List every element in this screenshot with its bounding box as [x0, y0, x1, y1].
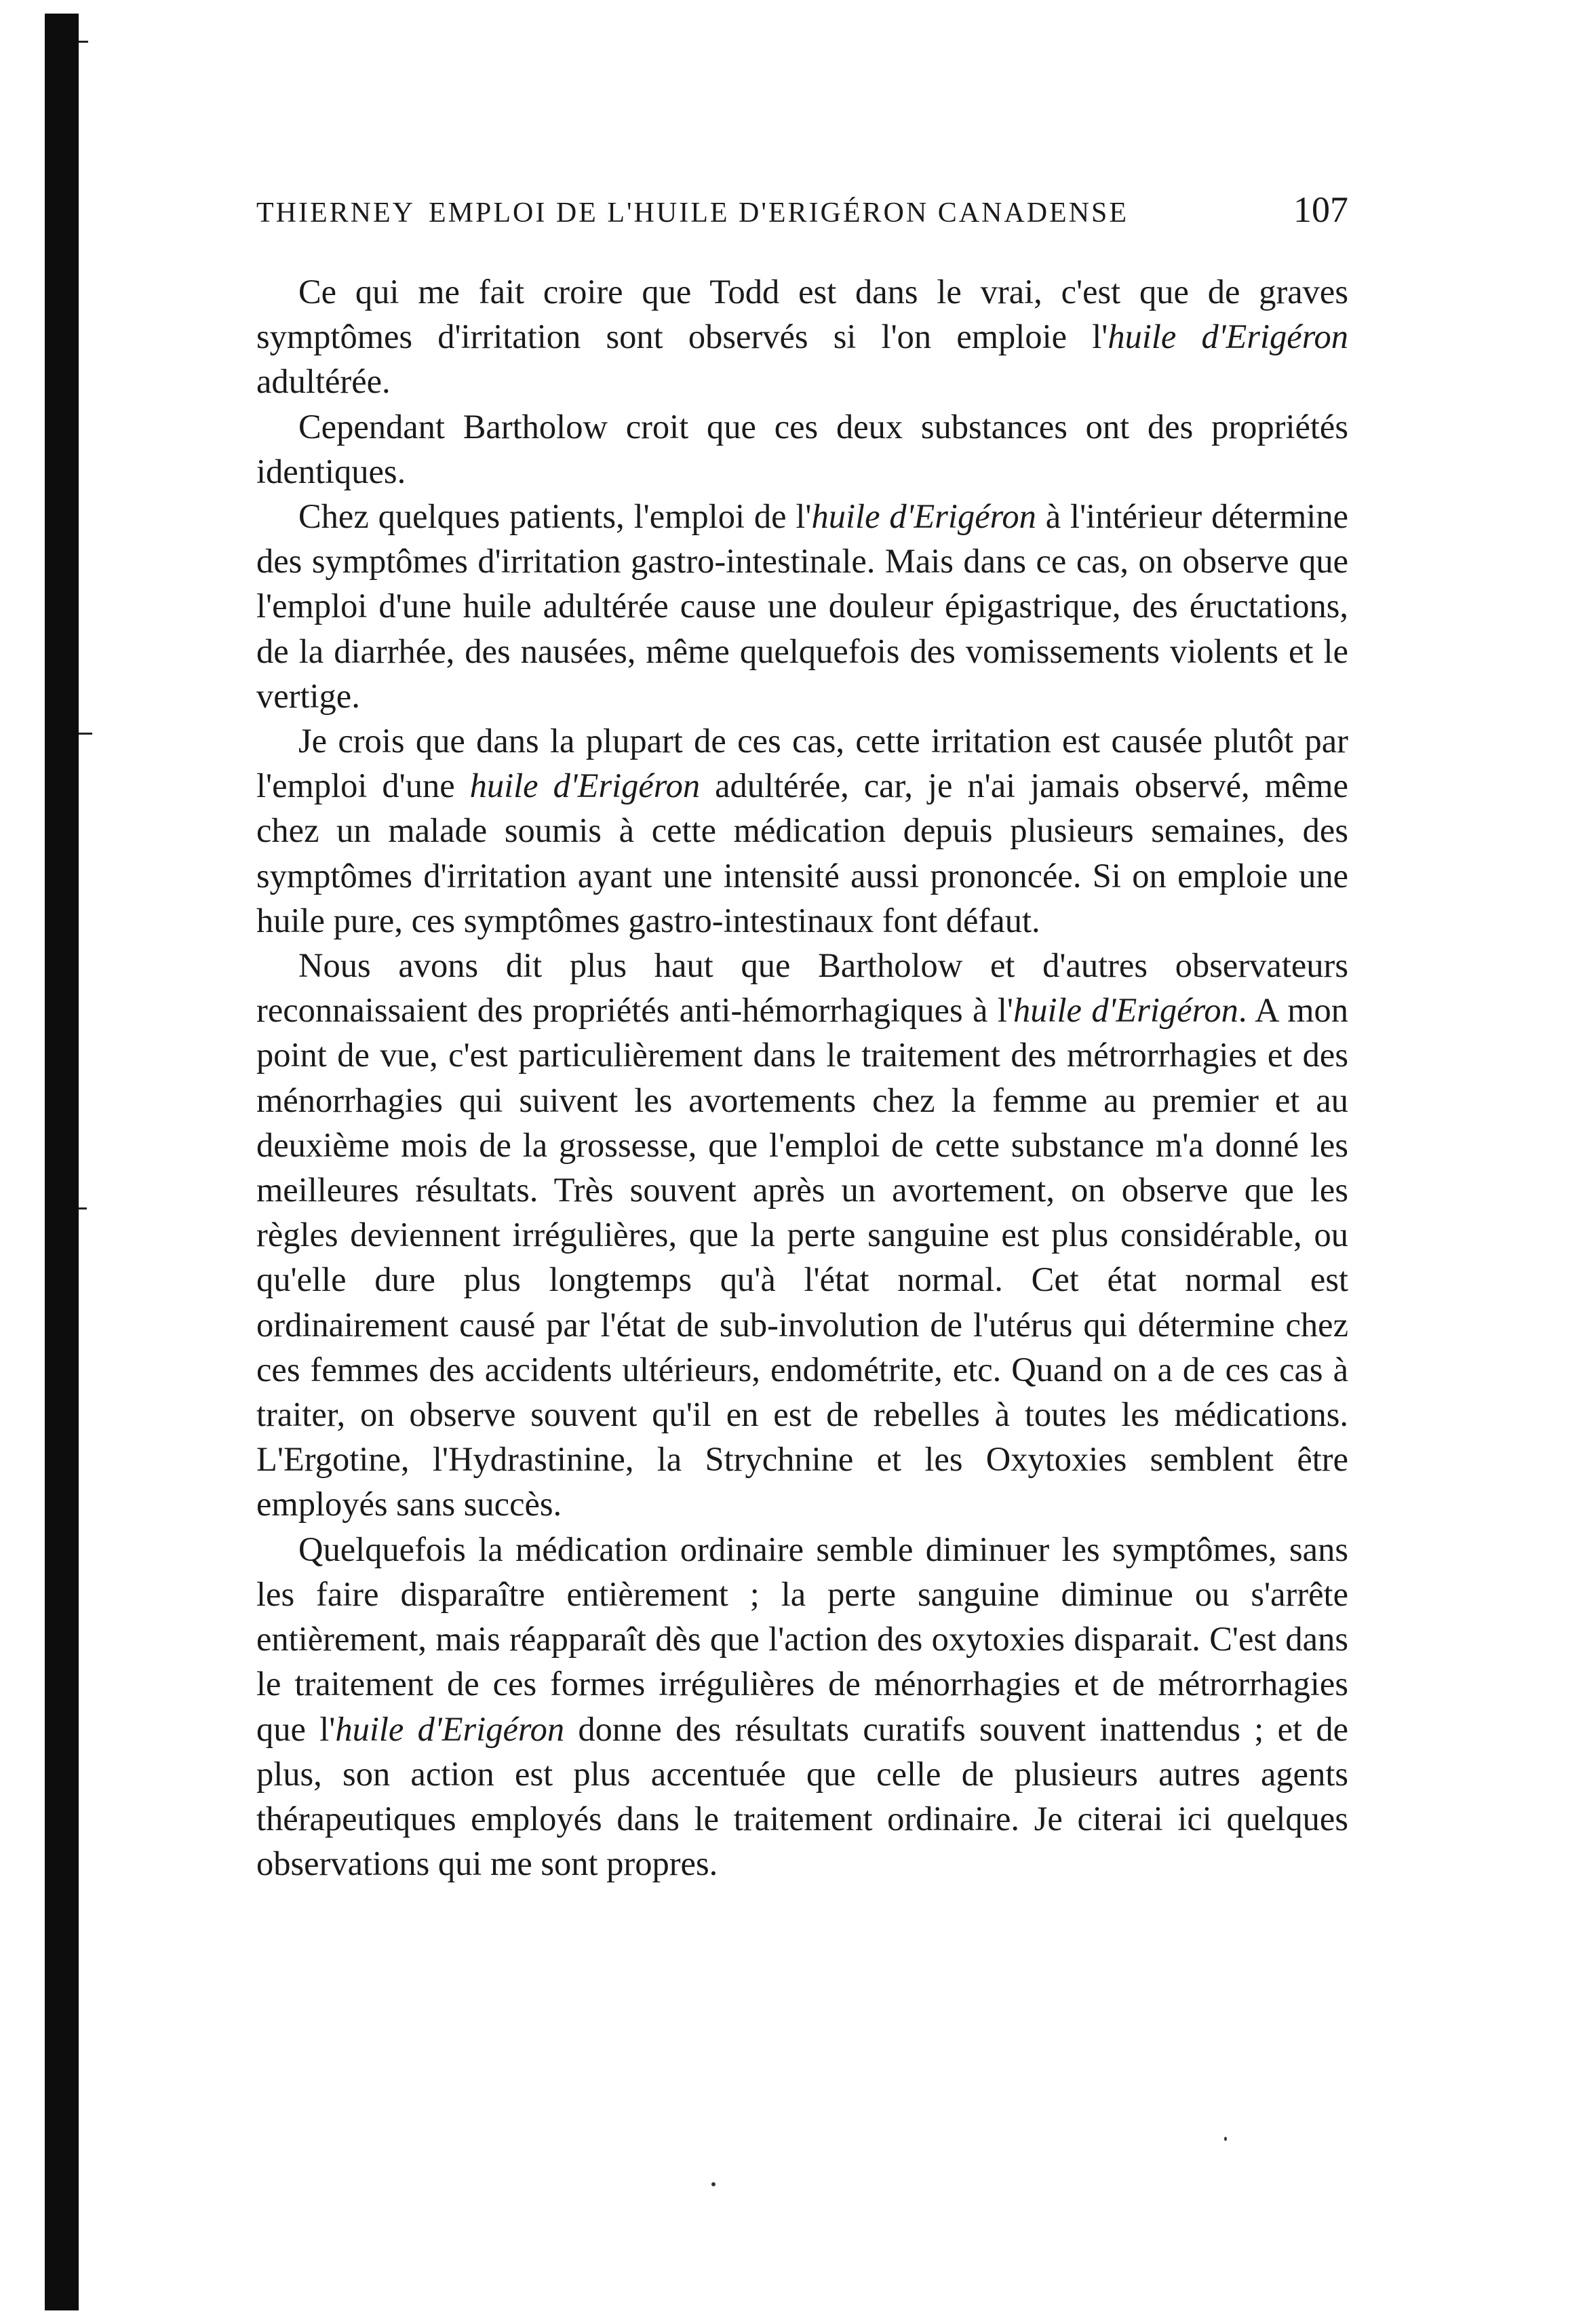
paragraph — [256, 269, 1348, 404]
text-run: Chez quelques patients, l'emploi de l' — [298, 497, 812, 536]
text-run: Je crois que dans la plupart de ces cas, cette irritation est causée plutôt par l'emploi d'une — [256, 722, 1348, 805]
text-run: Ce qui me fait croire que Todd est dans le vrai, c'est que de graves symptômes d'irritation sont observés si l'on emploie l' — [256, 273, 1348, 356]
text-run: . A mon point de vue, c'est particulièrement dans le traitement des métrorrhagies et des ménorrhagies qui suivent les avortements chez la femme au premier et au deuxième mois de la grossesse, que l'emploi de cette substance m'a donné les meilleures résultats. Très souvent après un avortement, on observe que les règles deviennent irrégulières, que la perte sanguine est plus considérable, ou qu'elle dure plus longtemps qu'à l'état normal. Cet état normal est ordinairement causé par l'état de sub-involution de l'utérus qui détermine chez ces femmes des accidents ultérieurs, endométrite, etc. Quand on a de ces cas à traiter, on observe souvent qu'il en est de rebelles à toutes les médications. L'Ergotine, l'Hydrastinine, la Strychnine et les Oxytoxies semblent être employés sans succès. — [256, 991, 1348, 1524]
body-text — [256, 269, 1348, 1886]
running-head-title: EMPLOI DE L'HUILE D'ERIGÉRON CANADENSE — [429, 197, 1129, 229]
paragraph — [256, 1527, 1348, 1886]
italic-term: huile d'Erigéron — [469, 767, 701, 805]
binding-edge — [45, 14, 79, 2310]
running-head-author: THIERNEY — [256, 197, 415, 229]
book-page — [256, 170, 1349, 1883]
stray-mark — [1224, 2137, 1227, 2141]
running-head — [256, 170, 1348, 230]
paragraph — [256, 718, 1348, 943]
paragraph — [256, 943, 1348, 1527]
text-run: à l'intérieur détermine des symptômes d'irritation gastro-intestinale. Mais dans ce cas, on observe que l'emploi d'une huile adultérée cause une douleur épigastrique, des éructations, de la diarrhée, des nausées, même quelquefois des vomissements violents et le vertige. — [256, 497, 1349, 715]
paragraph — [256, 404, 1348, 494]
paragraph — [256, 494, 1348, 718]
text-run: Quelquefois la médication ordinaire semble diminuer les symptômes, sans les faire disparaître entièrement ; la perte sanguine diminue ou s'arrête entièrement, mais réapparaît dès que l'action des oxytoxies disparait. C'est dans le traitement de ces formes irrégulières de ménorrhagies et de métrorrhagies que l' — [256, 1530, 1348, 1748]
text-run: donne des résultats curatifs souvent inattendus ; et de plus, son action est plus accentuée que celle de plusieurs autres agents thérapeutiques employés dans le traitement ordinaire. Je citerai ici quelques observations qui me sont propres. — [256, 1709, 1349, 1883]
scan-speck — [79, 1207, 87, 1209]
italic-term: huile d'Erigéron — [335, 1709, 565, 1748]
text-run: Nous avons dit plus haut que Bartholow et d'autres observateurs reconnaissaient des propriétés anti-hémorrhagiques à l' — [256, 946, 1348, 1030]
scan-speck — [79, 41, 88, 43]
text-run: adultérée. — [256, 362, 391, 401]
text-run: adultérée, car, je n'ai jamais observé, même chez un malade soumis à cette médication depuis plusieurs semaines, des symptômes d'irritation ayant une intensité aussi prononcée. Si on emploie une huile pure, ces symptômes gastro-intestinaux font défaut. — [256, 767, 1348, 940]
italic-term: huile d'Erigéron — [1013, 991, 1238, 1030]
page-number: 107 — [1293, 189, 1348, 230]
stray-mark — [711, 2182, 716, 2186]
italic-term: huile d'Erigéron — [811, 497, 1036, 536]
italic-term: huile d'Erigéron — [1108, 317, 1349, 356]
scan-speck — [79, 733, 92, 735]
text-run: Cependant Bartholow croit que ces deux substances ont des propriétés identiques. — [256, 407, 1348, 490]
